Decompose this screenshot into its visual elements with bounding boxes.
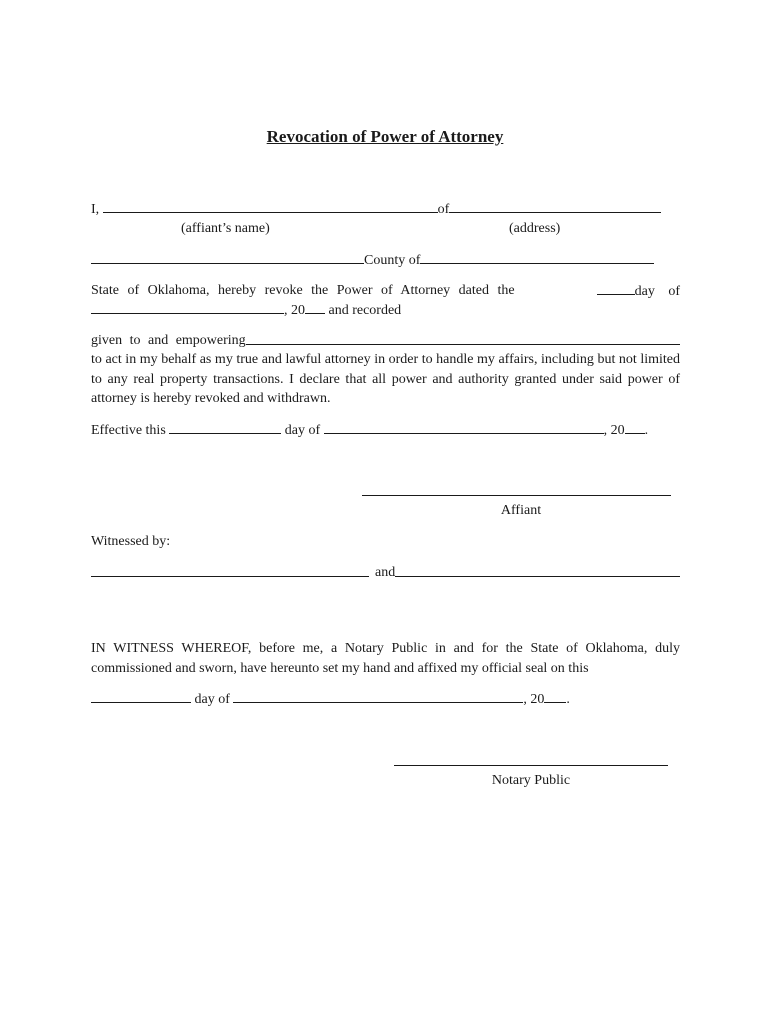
effective-end: . — [644, 423, 649, 438]
year-prefix: , 20 — [284, 303, 305, 318]
notary-public-label: Notary Public — [491, 773, 571, 788]
given-prefix: given to and empowering — [91, 333, 246, 348]
dated-month-field[interactable] — [91, 300, 284, 314]
affiant-prefix: I, — [91, 202, 100, 217]
revoke-text: State of Oklahoma, hereby revoke the Power of Attorney dated the — [91, 283, 515, 298]
effective-day-field[interactable] — [169, 420, 281, 434]
witness-line — [91, 563, 680, 582]
city-field[interactable] — [91, 250, 364, 264]
county-field[interactable] — [420, 250, 654, 264]
notary-month-field[interactable] — [233, 689, 523, 703]
affiant-name-caption: (affiant’s name) — [181, 221, 270, 236]
given-line — [91, 331, 680, 350]
dated-year-field[interactable] — [305, 300, 325, 314]
of-label: of — [437, 202, 450, 217]
notary-date-end: . — [566, 692, 570, 707]
county-label: County of — [364, 253, 421, 268]
witness-1-field[interactable] — [91, 563, 369, 577]
affiant-name-field[interactable] — [103, 199, 438, 213]
attorney-name-field[interactable] — [246, 331, 680, 345]
effective-month-field[interactable] — [324, 420, 604, 434]
document-title: Revocation of Power of Attorney — [266, 127, 504, 146]
notary-day-field[interactable] — [91, 689, 191, 703]
recorded-line — [91, 300, 401, 320]
dated-day-label: day of — [634, 284, 680, 299]
dated-day-field[interactable] — [597, 281, 635, 295]
notary-year-field[interactable] — [544, 689, 566, 703]
county-line — [91, 250, 654, 270]
address-field[interactable] — [449, 199, 661, 213]
affiant-label: Affiant — [500, 503, 542, 518]
address-caption: (address) — [509, 221, 561, 236]
notary-signature-line[interactable] — [394, 765, 668, 766]
affiant-line — [91, 199, 661, 219]
witness-2-field[interactable] — [395, 563, 680, 577]
notary-day-of: day of — [194, 692, 230, 707]
witness-and: and — [375, 565, 396, 580]
effective-line — [91, 420, 648, 440]
notary-year-prefix: , 20 — [523, 692, 545, 707]
revoke-line — [91, 281, 680, 301]
effective-prefix: Effective this — [91, 423, 166, 438]
notary-date-line — [91, 689, 570, 709]
effective-year-prefix: , 20 — [603, 423, 625, 438]
affiant-signature-line[interactable] — [362, 495, 671, 496]
given-paragraph: to act in my behalf as my true and lawful attorney in order to handle my affairs, including but not limited to any real property transactions. I declare that all power and authority granted under said power of attorney is hereby revoked and withdrawn. — [91, 352, 680, 406]
recorded-label: and recorded — [328, 303, 402, 318]
notary-paragraph: IN WITNESS WHEREOF, before me, a Notary Public in and for the State of Oklahoma, duly commissioned and sworn, have hereunto set my hand and affixed my official seal on this — [91, 641, 680, 676]
effective-day-of: day of — [284, 423, 321, 438]
effective-year-field[interactable] — [625, 420, 645, 434]
witnessed-by-label: Witnessed by: — [91, 534, 171, 549]
